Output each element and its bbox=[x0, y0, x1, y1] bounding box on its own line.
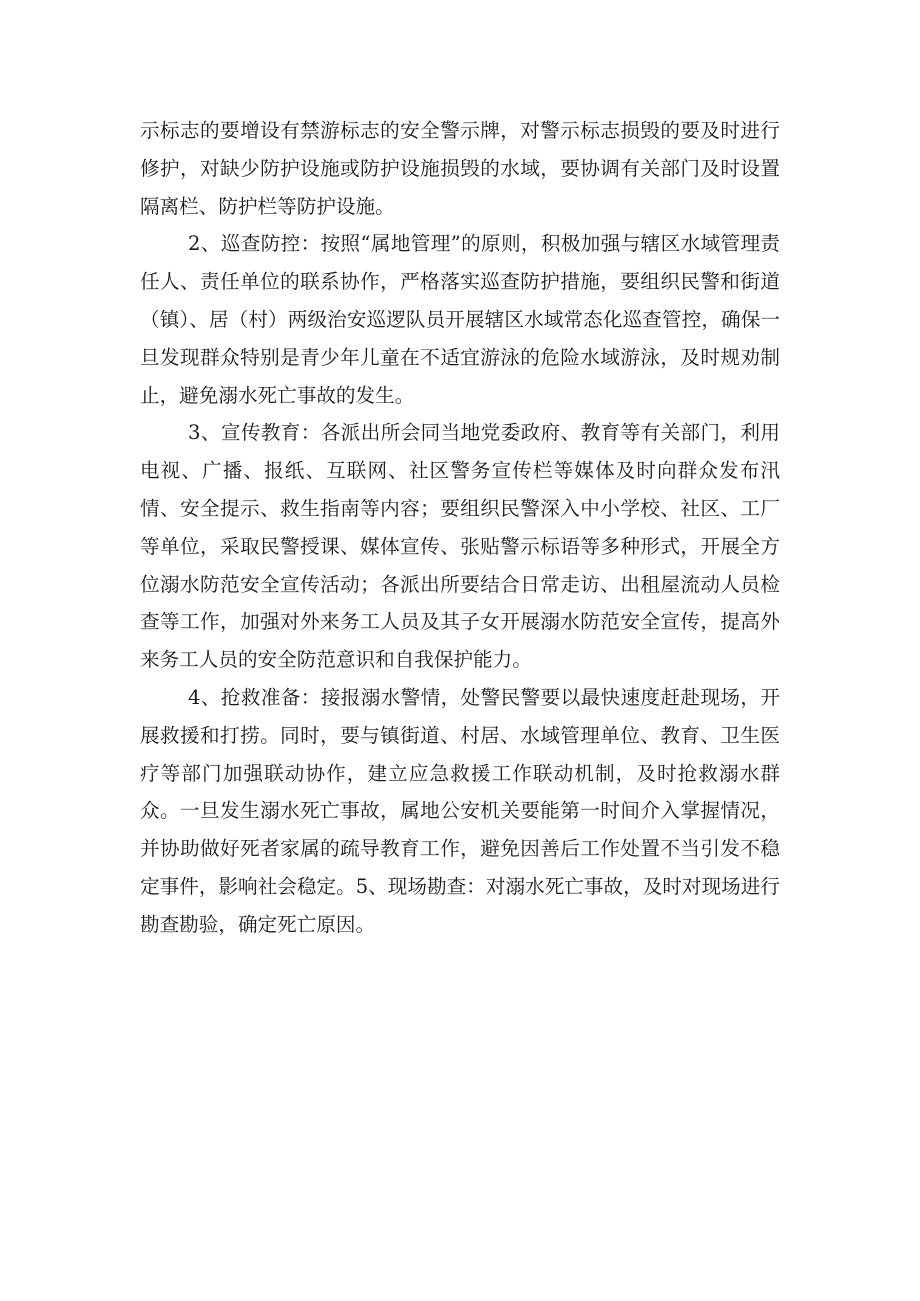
document-body bbox=[140, 112, 780, 944]
paragraph-publicity-education: 3、宣传教育：各派出所会同当地党委政府、教育等有关部门，利用电视、广播、报纸、互联网、社区警务宣传栏等媒体及时向群众发布汛情、安全提示、救生指南等内容；要组织民警深入中小学校、社区、工厂等单位，采取民警授课、媒体宣传、张贴警示标语等多种形式，开展全方位溺水防范安全宣传活动；各派出所要结合日常走访、出租屋流动人员检查等工作，加强对外来务工人员及其子女开展溺水防范安全宣传，提高外来务工人员的安全防范意识和自我保护能力。 bbox=[140, 421, 780, 672]
paragraph-continuation: 示标志的要增设有禁游标志的安全警示牌，对警示标志损毁的要及时进行修护，对缺少防护设施或防护设施损毁的水域，要协调有关部门及时设置隔离栏、防护栏等防护设施。 bbox=[140, 119, 780, 218]
paragraph-patrol-control: 2、巡查防控：按照“属地管理”的原则，积极加强与辖区水域管理责任人、责任单位的联系协作，严格落实巡查防护措施，要组织民警和街道（镇）、居（村）两级治安巡逻队员开展辖区水域常态化巡查管控，确保一旦发现群众特别是青少年儿童在不适宜游泳的危险水域游泳，及时规劝制止，避免溺水死亡事故的发生。 bbox=[140, 232, 780, 407]
paragraph-rescue-preparation: 4、抢救准备：接报溺水警情，处警民警要以最快速度赶赴现场，开展救援和打捞。同时，要与镇街道、村居、水域管理单位、教育、卫生医疗等部门加强联动协作，建立应急救援工作联动机制，及时抢救溺水群众。一旦发生溺水死亡事故，属地公安机关要能第一时间介入掌握情况，并协助做好死者家属的疏导教育工作，避免因善后工作处置不当引发不稳定事件，影响社会稳定。5、现场勘查：对溺水死亡事故，及时对现场进行勘查勘验，确定死亡原因。 bbox=[140, 685, 780, 936]
